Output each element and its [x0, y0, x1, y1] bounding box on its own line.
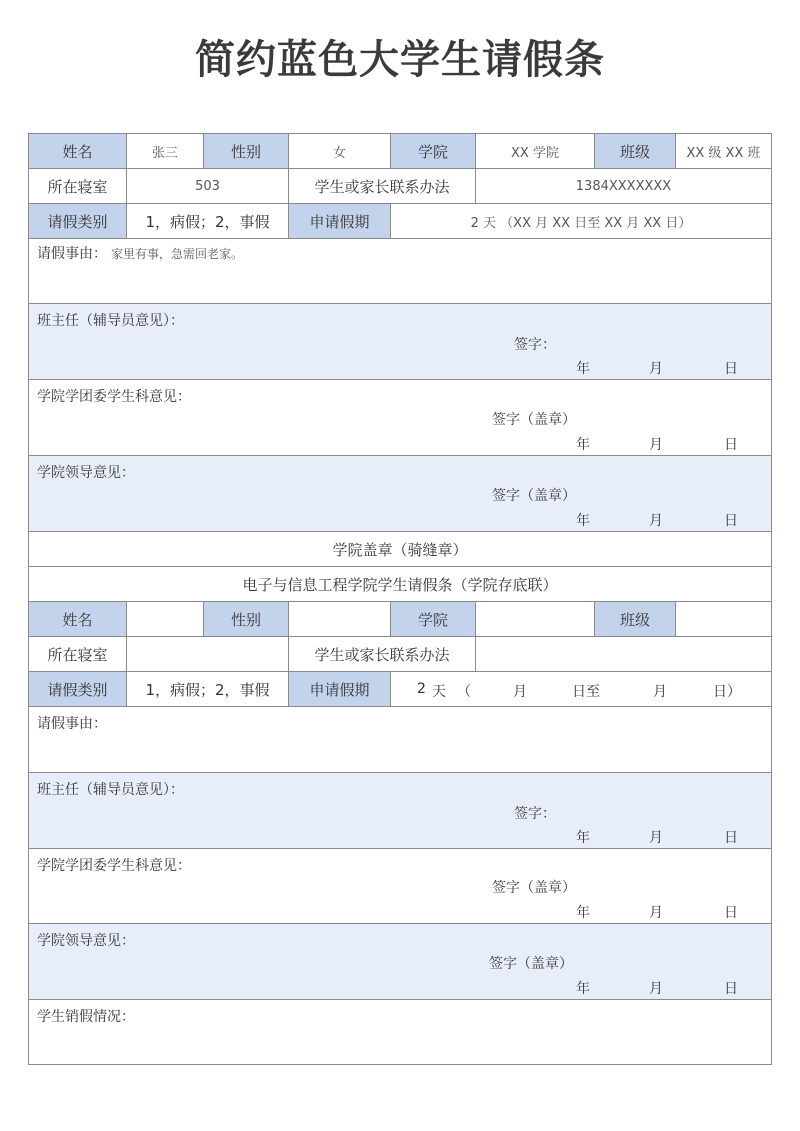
- stub-league-day: 日: [724, 905, 738, 921]
- stub-advisor-sign: 签字：: [514, 806, 556, 822]
- cancel-leave-label: 学生销假情况：: [37, 1009, 135, 1025]
- stub-contact-value[interactable]: [476, 637, 772, 672]
- stub-contact-label: 学生或家长联系办法: [289, 637, 476, 672]
- advisor-month: 月: [649, 361, 663, 377]
- stub-class-value[interactable]: [676, 602, 772, 637]
- contact-label: 学生或家长联系办法: [289, 169, 476, 204]
- leave-type-options[interactable]: 1，病假；2，事假: [127, 204, 289, 239]
- stub-league-section[interactable]: [28, 849, 772, 924]
- stub-advisor-label: 班主任（辅导员意见）：: [37, 782, 184, 798]
- stub-reason-label: 请假事由：: [37, 716, 107, 732]
- stub-advisor-day: 日: [724, 830, 738, 846]
- class-value[interactable]: XX 级 XX 班: [676, 133, 772, 169]
- stub-leader-label: 学院领导意见：: [37, 933, 135, 949]
- gender-label: 性别: [204, 133, 289, 169]
- leader-label: 学院领导意见：: [37, 465, 135, 481]
- advisor-sign: 签字：: [514, 337, 556, 353]
- leave-period-label: 申请假期: [289, 204, 391, 239]
- contact-value[interactable]: 1384XXXXXXX: [476, 169, 772, 204]
- stub-leader-month: 月: [649, 981, 663, 997]
- stub-college-label: 学院: [391, 602, 476, 637]
- advisor-year: 年: [576, 361, 590, 377]
- class-label: 班级: [595, 133, 676, 169]
- stub-leader-sign: 签字（盖章）: [489, 956, 573, 972]
- stub-dorm-value[interactable]: [127, 637, 289, 672]
- college-label: 学院: [391, 133, 476, 169]
- league-section[interactable]: [28, 380, 772, 456]
- stub-dorm-label: 所在寝室: [28, 637, 127, 672]
- league-day: 日: [724, 437, 738, 453]
- advisor-label: 班主任（辅导员意见）：: [37, 313, 184, 329]
- leader-day: 日: [724, 513, 738, 529]
- stub-league-year: 年: [576, 905, 590, 921]
- seam-seal-row: 学院盖章（骑缝章）: [28, 532, 772, 567]
- league-label: 学院学团委学生科意见：: [37, 389, 191, 405]
- stub-advisor-month: 月: [649, 830, 663, 846]
- stub-period-end: 日）: [713, 684, 741, 700]
- leader-sign: 签字（盖章）: [492, 488, 576, 504]
- stub-period-day-to: 日至: [572, 684, 600, 700]
- dorm-value[interactable]: 503: [127, 169, 289, 204]
- stub-gender-value[interactable]: [289, 602, 391, 637]
- cancel-leave-section[interactable]: [28, 1000, 772, 1065]
- stub-period-days: 2: [417, 681, 426, 697]
- leader-month: 月: [649, 513, 663, 529]
- stub-name-label: 姓名: [28, 602, 127, 637]
- stub-college-value[interactable]: [476, 602, 595, 637]
- gender-value[interactable]: 女: [289, 133, 391, 169]
- reason-label: 请假事由：: [37, 246, 107, 262]
- stub-class-label: 班级: [595, 602, 676, 637]
- stub-league-sign: 签字（盖章）: [492, 880, 576, 896]
- advisor-day: 日: [724, 361, 738, 377]
- leader-section[interactable]: [28, 456, 772, 532]
- leave-type-label: 请假类别: [28, 204, 127, 239]
- stub-gender-label: 性别: [204, 602, 289, 637]
- stub-league-label: 学院学团委学生科意见：: [37, 858, 191, 874]
- dorm-label: 所在寝室: [28, 169, 127, 204]
- reason-value: 家里有事，急需回老家。: [111, 247, 244, 261]
- stub-period-month2: 月: [653, 684, 667, 700]
- stub-leave-period-label: 申请假期: [289, 672, 391, 707]
- league-month: 月: [649, 437, 663, 453]
- stub-leader-section[interactable]: [28, 924, 772, 1000]
- page-title: 简约蓝色大学生请假条: [195, 37, 605, 83]
- stub-name-value[interactable]: [127, 602, 204, 637]
- league-year: 年: [576, 437, 590, 453]
- stub-league-month: 月: [649, 905, 663, 921]
- stub-period-open: （: [457, 684, 471, 700]
- stub-leader-day: 日: [724, 981, 738, 997]
- stub-leader-year: 年: [576, 981, 590, 997]
- league-sign: 签字（盖章）: [492, 412, 576, 428]
- stub-advisor-section[interactable]: [28, 773, 772, 849]
- stub-period-unit: 天: [432, 684, 446, 700]
- stub-reason-section[interactable]: [28, 707, 772, 773]
- stub-leave-type-options[interactable]: 1，病假；2，事假: [127, 672, 289, 707]
- stub-leave-type-label: 请假类别: [28, 672, 127, 707]
- stub-advisor-year: 年: [576, 830, 590, 846]
- name-label: 姓名: [28, 133, 127, 169]
- advisor-section[interactable]: [28, 304, 772, 380]
- stub-title: 电子与信息工程学院学生请假条（学院存底联）: [28, 567, 772, 602]
- reason-section[interactable]: [28, 239, 772, 304]
- leader-year: 年: [576, 513, 590, 529]
- name-value[interactable]: 张三: [127, 133, 204, 169]
- leave-period-value[interactable]: 2 天 （XX 月 XX 日至 XX 月 XX 日）: [391, 204, 772, 239]
- college-value[interactable]: XX 学院: [476, 133, 595, 169]
- stub-period-month: 月: [513, 684, 527, 700]
- stub-leave-period-value[interactable]: [391, 672, 772, 707]
